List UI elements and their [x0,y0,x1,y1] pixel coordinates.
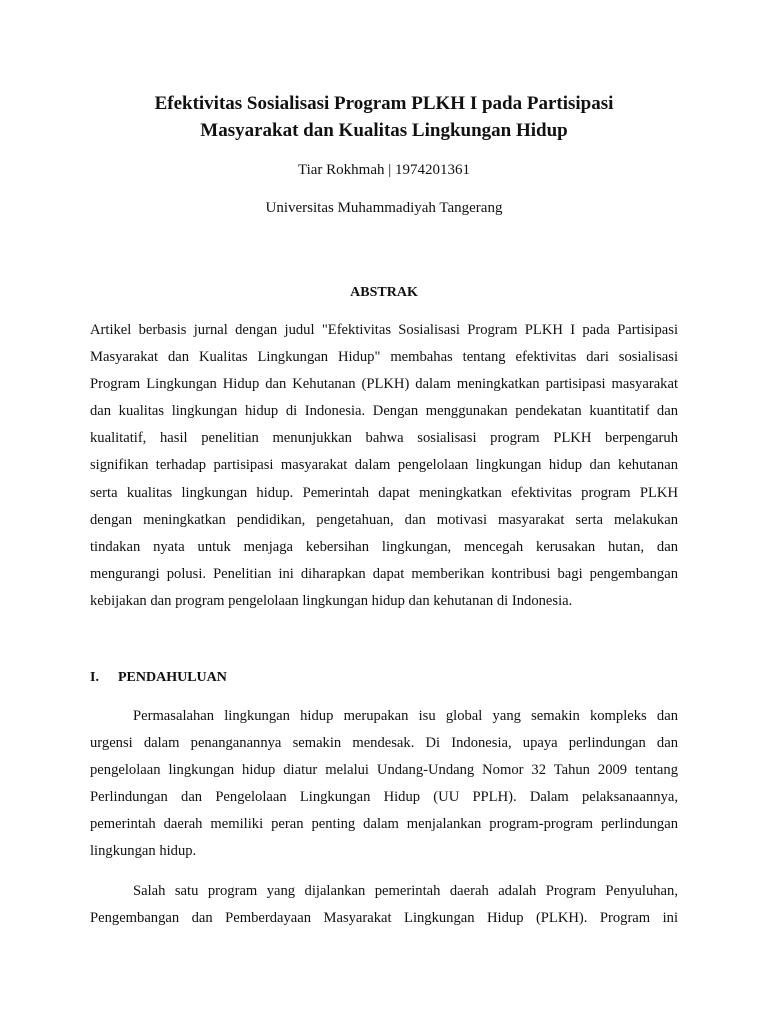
body-paragraph [90,878,678,932]
text-line: lingkungan hidup. [90,843,197,860]
text-line: Permasalahan lingkungan hidup merupakan isu global yang semakin kompleks dan [133,708,678,724]
text-line: pemerintah daerah memiliki peran penting dalam menjalankan program-program perlindungan [90,816,678,833]
text-line: signifikan terhadap partisipasi masyarakat dalam pengelolaan lingkungan hidup dan kehutanan [90,457,678,474]
text-line: pengelolaan lingkungan hidup diatur melalui Undang-Undang Nomor 32 Tahun 2009 tentang [90,762,678,779]
section-number: I. [90,670,99,685]
abstract-heading: ABSTRAK [350,285,418,300]
text-line: dan kualitas lingkungan hidup di Indonesia. Dengan menggunakan pendekatan kuantitatif dan [90,403,678,420]
affiliation-line: Universitas Muhammadiyah Tangerang [265,200,503,216]
body-paragraph [90,703,678,866]
text-line: Pengembangan dan Pemberdayaan Masyarakat Lingkungan Hidup (PLKH). Program ini [90,910,678,927]
title-line: Efektivitas Sosialisasi Program PLKH I pada Partisipasi [154,93,614,114]
text-line: Masyarakat dan Kualitas Lingkungan Hidup" membahas tentang efektivitas dari sosialisasi [90,349,678,366]
text-line: Program Lingkungan Hidup dan Kehutanan (PLKH) dalam meningkatkan partisipasi masyarakat [90,376,678,393]
section-heading-pendahuluan [90,668,227,688]
text-line: tindakan nyata untuk menjaga kebersihan lingkungan, mencegah kerusakan hutan, dan [90,538,678,555]
author-line: Tiar Rokhmah | 1974201361 [297,162,471,178]
text-line: Artikel berbasis jurnal dengan judul "Efektivitas Sosialisasi Program PLKH I pada Partisipasi [90,322,678,338]
text-line: kebijakan dan program pengelolaan lingkungan hidup dan kehutanan di Indonesia. [90,592,573,609]
text-line: Salah satu program yang dijalankan pemerintah daerah adalah Program Penyuluhan, [133,883,678,899]
text-line: kualitatif, hasil penelitian menunjukkan bahwa sosialisasi program PLKH berpengaruh [90,430,678,447]
abstract-paragraph [90,317,678,615]
text-line: dengan meningkatkan pendidikan, pengetahuan, dan motivasi masyarakat serta melakukan [90,511,678,528]
section-title: PENDAHULUAN [118,670,227,685]
text-line: Perlindungan dan Pengelolaan Lingkungan Hidup (UU PPLH). Dalam pelaksanaannya, [90,789,678,806]
text-line: serta kualitas lingkungan hidup. Pemerintah dapat meningkatkan efektivitas program PLKH [90,484,678,501]
text-line: mengurangi polusi. Penelitian ini diharapkan dapat memberikan kontribusi bagi pengembangan [90,565,678,582]
title-line: Masyarakat dan Kualitas Lingkungan Hidup [200,120,568,141]
article-title [90,90,678,144]
text-line: urgensi dalam penanganannya semakin mendesak. Di Indonesia, upaya perlindungan dan [90,735,678,752]
